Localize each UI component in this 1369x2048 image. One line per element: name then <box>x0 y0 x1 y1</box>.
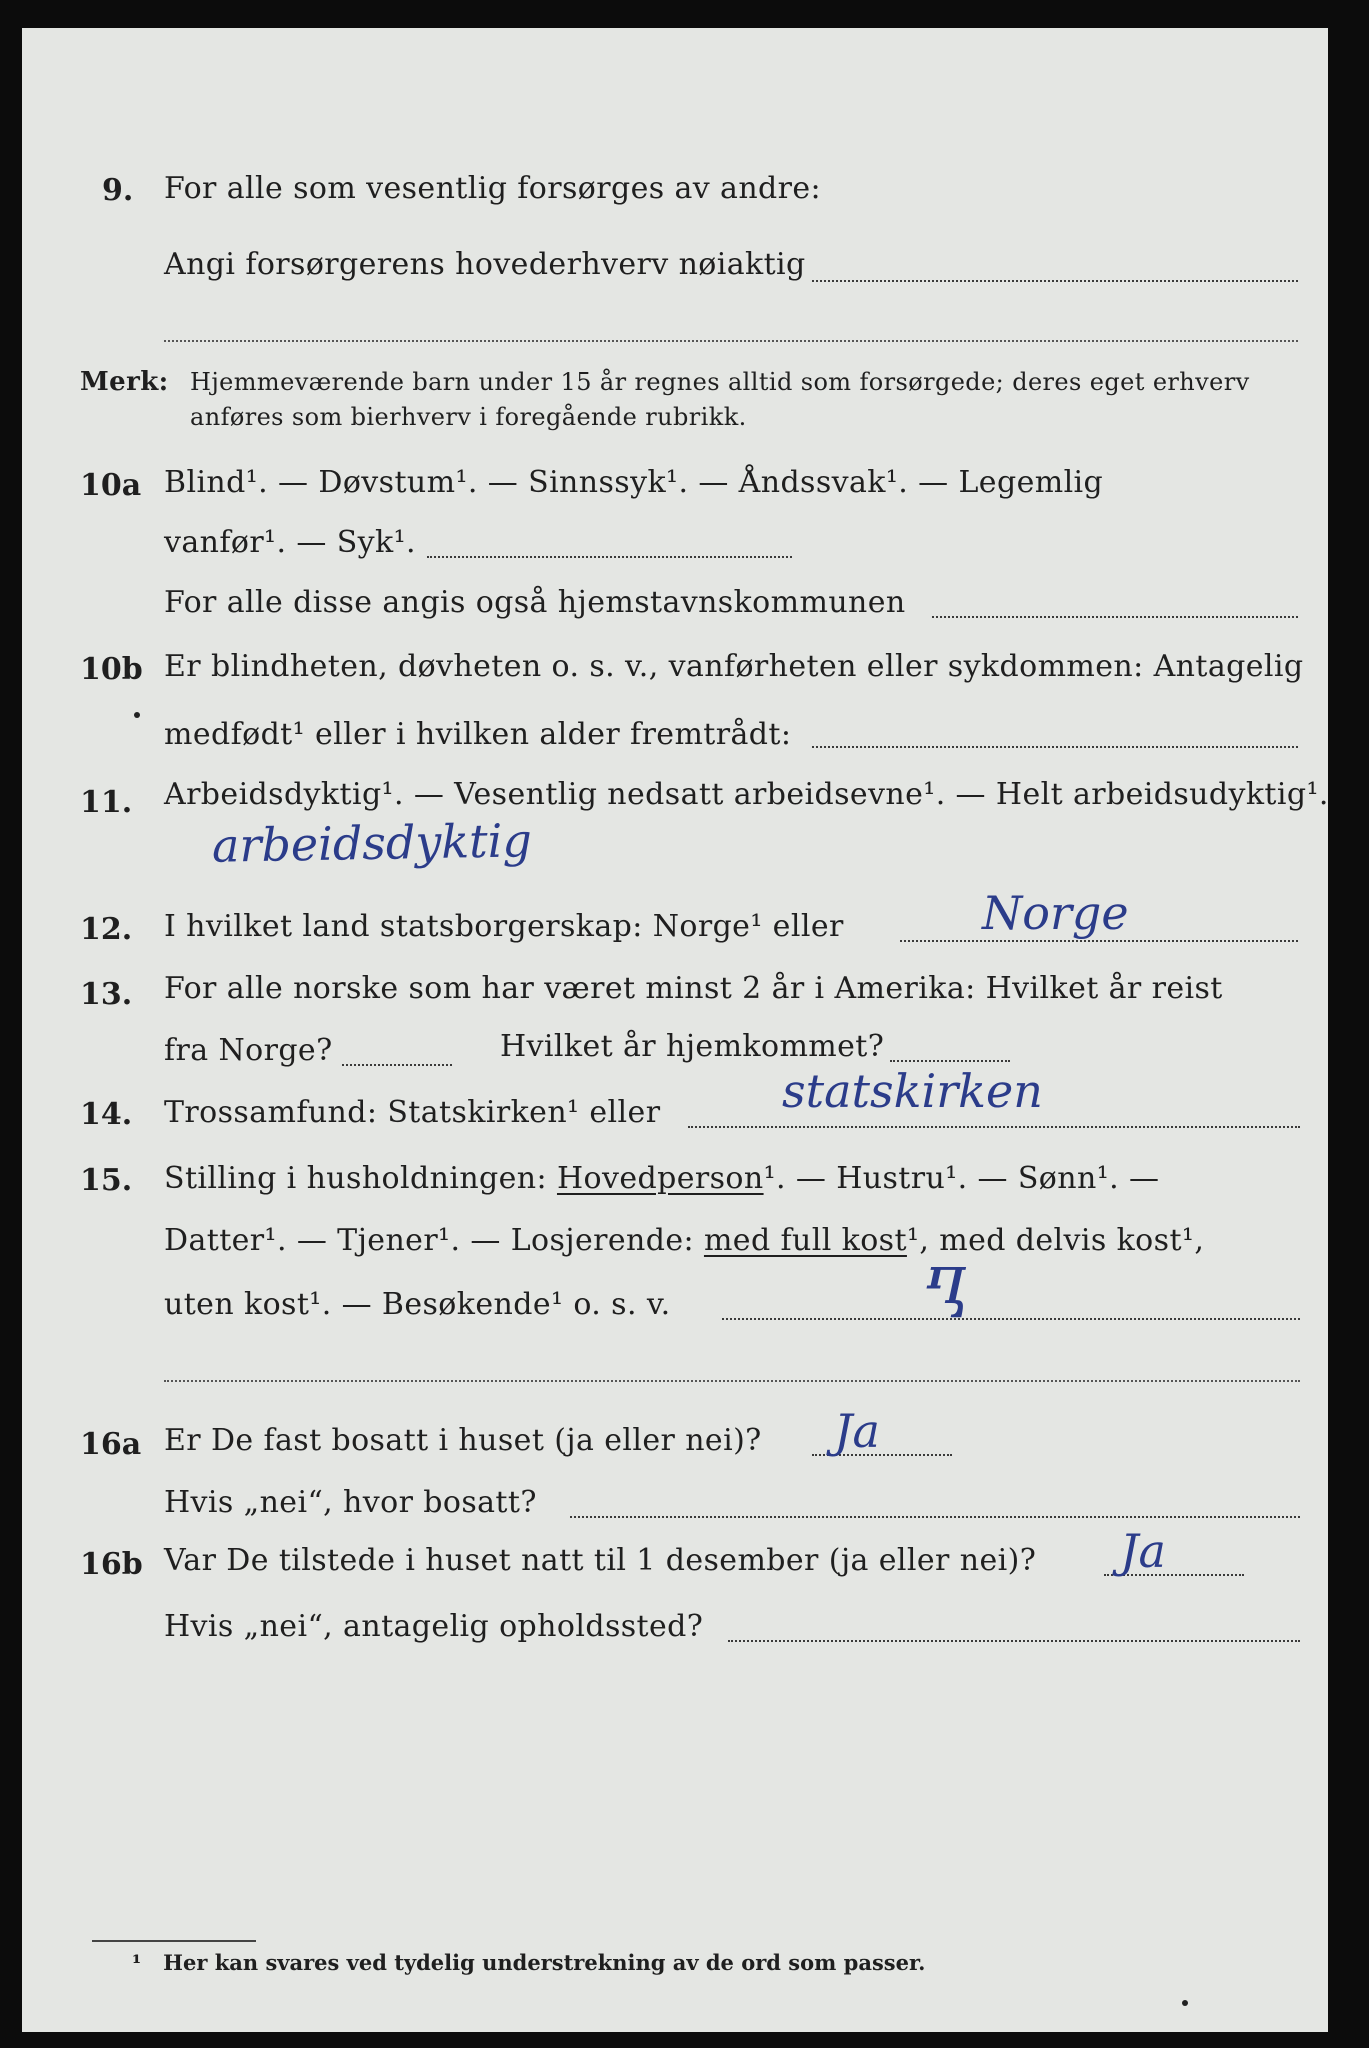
q9-line2: Angi forsørgerens hovederhverv nøiaktig <box>164 247 806 282</box>
footnote-mark: ¹ <box>132 1950 142 1975</box>
q15-med-full-kost: med full kost <box>703 1223 907 1258</box>
q9-answer-field-2[interactable] <box>164 340 1298 342</box>
q15-line1a: Stilling i husholdningen: <box>164 1161 548 1196</box>
q10a-line3: For alle disse angis også hjemstavnskommunen <box>164 585 906 620</box>
footnote-text <box>132 1950 925 1975</box>
merk-label: Merk: <box>80 367 169 397</box>
q16a-line1: Er De fast bosatt i huset (ja eller nei)? <box>164 1423 762 1458</box>
q16a-bosatt-field[interactable] <box>570 1516 1300 1518</box>
q16b-line2: Hvis „nei“, antagelig opholdssted? <box>164 1609 704 1644</box>
q16b-number: 16b <box>80 1547 143 1582</box>
q10b-answer-field[interactable] <box>812 746 1298 748</box>
q13-line2b: Hvilket år hjemkommet? <box>500 1029 885 1064</box>
q13-reist-field[interactable] <box>342 1064 452 1066</box>
q15-hovedperson: Hovedperson <box>556 1161 764 1196</box>
q10a-line2: vanfør¹. — Syk¹. <box>164 525 416 560</box>
q16b-opholdssted-field[interactable] <box>728 1640 1300 1642</box>
q10a-syk-field[interactable] <box>427 556 792 558</box>
q15-line2c: ¹, med delvis kost¹, <box>906 1223 1205 1258</box>
q15-answer-field-2[interactable] <box>164 1380 1300 1382</box>
q11-number: 11. <box>80 785 133 820</box>
q15-line2 <box>164 1223 1205 1258</box>
q10a-line1: Blind¹. — Døvstum¹. — Sinnssyk¹. — Åndssvak¹. — Legemlig <box>164 465 1104 500</box>
q14-line1: Trossamfund: Statskirken¹ eller <box>164 1095 661 1130</box>
merk-line2: anføres som bierhverv i foregående rubrikk. <box>190 403 747 431</box>
q14-handwritten-answer: statskirken <box>782 1064 1043 1118</box>
q14-answer-field[interactable] <box>688 1126 1300 1128</box>
q10a-number: 10a <box>80 468 142 503</box>
ink-speck-2 <box>1182 2000 1188 2006</box>
q10b-number: 10b <box>80 652 143 687</box>
q16a-line2: Hvis „nei“, hvor bosatt? <box>164 1485 537 1520</box>
footnote-rule <box>92 1940 256 1942</box>
q10b-line1: Er blindheten, døvheten o. s. v., vanførheten eller sykdommen: Antagelig <box>164 649 1304 684</box>
q12-handwritten-answer: Norge <box>982 886 1129 940</box>
q13-number: 13. <box>80 977 133 1012</box>
q16a-number: 16a <box>80 1427 142 1462</box>
q15-line1c: ¹. — Hustru¹. — Sønn¹. — <box>763 1161 1160 1196</box>
q15-line1 <box>164 1161 1160 1196</box>
q13-hjemkommet-field[interactable] <box>890 1060 1010 1062</box>
q15-line2a: Datter¹. — Tjener¹. — Losjerende: <box>164 1223 695 1258</box>
ink-speck <box>134 712 140 718</box>
q11-line1: Arbeidsdyktig¹. — Vesentlig nedsatt arbeidsevne¹. — Helt arbeidsudyktig¹. <box>164 777 1329 812</box>
q10b-line2: medfødt¹ eller i hvilken alder fremtrådt: <box>164 717 792 752</box>
q15-handwritten-mark: Ⴂ <box>922 1263 969 1328</box>
q14-number: 14. <box>80 1097 133 1132</box>
q16b-handwritten-answer: Ja <box>1120 1524 1166 1578</box>
q15-answer-field[interactable] <box>722 1318 1300 1320</box>
q12-line1: I hvilket land statsborgerskap: Norge¹ eller <box>164 909 844 944</box>
q9-number: 9. <box>102 173 134 208</box>
q9-line1: For alle som vesentlig forsørges av andre: <box>164 171 822 206</box>
q16a-answer-field[interactable] <box>812 1454 952 1456</box>
q12-answer-field[interactable] <box>900 940 1298 942</box>
q12-number: 12. <box>80 912 133 947</box>
q11-handwritten-answer: arbeidsdyktig <box>211 813 533 873</box>
q15-number: 15. <box>80 1163 133 1198</box>
q9-answer-field[interactable] <box>812 280 1298 282</box>
q16b-line1: Var De tilstede i huset natt til 1 desember (ja eller nei)? <box>164 1543 1037 1578</box>
merk-line1: Hjemmeværende barn under 15 år regnes alltid som forsørgede; deres eget erhverv <box>190 368 1250 396</box>
q13-line1: For alle norske som har været minst 2 år i Amerika: Hvilket år reist <box>164 971 1223 1006</box>
q13-line2a: fra Norge? <box>164 1033 333 1068</box>
q10a-hjemstavn-field[interactable] <box>932 616 1298 618</box>
q15-line3: uten kost¹. — Besøkende¹ o. s. v. <box>164 1287 671 1322</box>
census-form-page <box>22 28 1328 2032</box>
footnote-body: Her kan svares ved tydelig understrekning av de ord som passer. <box>163 1950 926 1975</box>
q16a-handwritten-answer: Ja <box>834 1404 880 1458</box>
